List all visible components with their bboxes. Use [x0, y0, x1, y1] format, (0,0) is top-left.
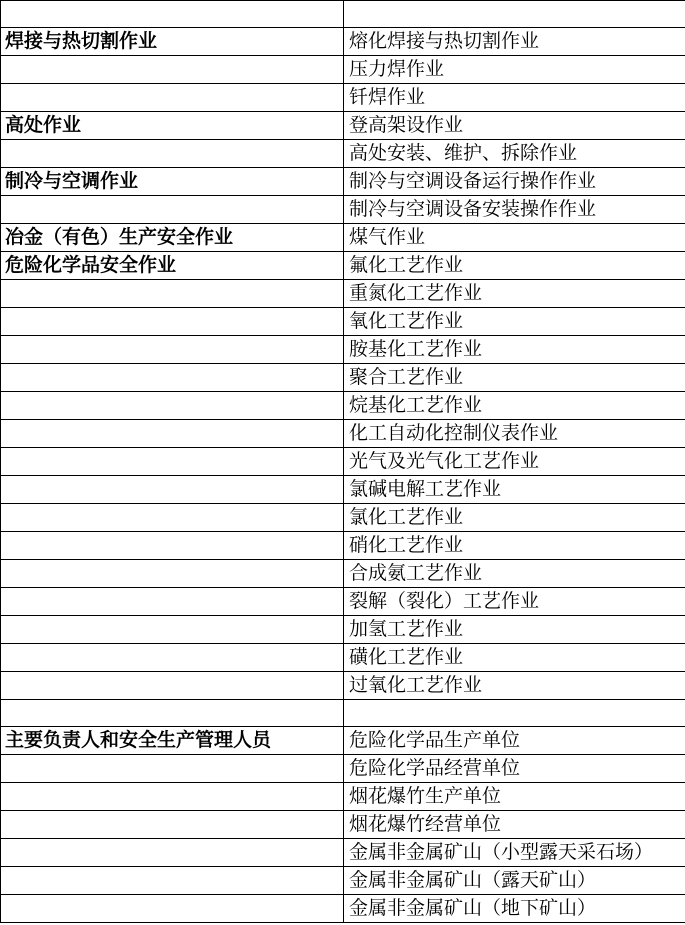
item-cell[interactable]: 氯碱电解工艺作业 — [344, 476, 685, 504]
item-cell[interactable]: 熔化焊接与热切割作业 — [344, 28, 685, 56]
item-cell[interactable]: 氯化工艺作业 — [344, 504, 685, 532]
item-cell[interactable]: 合成氨工艺作业 — [344, 560, 685, 588]
table-row — [1, 336, 685, 364]
category-cell[interactable] — [1, 811, 344, 839]
item-cell[interactable]: 压力焊作业 — [344, 56, 685, 84]
item-cell[interactable]: 制冷与空调设备安装操作作业 — [344, 196, 685, 224]
item-cell[interactable]: 烷基化工艺作业 — [344, 392, 685, 420]
category-cell[interactable] — [1, 196, 344, 224]
item-cell[interactable]: 氧化工艺作业 — [344, 308, 685, 336]
category-cell[interactable]: 冶金（有色）生产安全作业 — [1, 224, 344, 252]
item-cell[interactable]: 金属非金属矿山（露天矿山） — [344, 867, 685, 895]
item-cell[interactable]: 加氢工艺作业 — [344, 616, 685, 644]
table-row — [1, 672, 685, 700]
item-cell[interactable]: 裂解（裂化）工艺作业 — [344, 588, 685, 616]
table-row — [1, 532, 685, 560]
table-row — [1, 448, 685, 476]
item-cell[interactable]: 金属非金属矿山（地下矿山） — [344, 895, 685, 923]
item-cell[interactable]: 磺化工艺作业 — [344, 644, 685, 672]
table-row — [1, 755, 685, 783]
category-cell[interactable] — [1, 140, 344, 168]
item-cell[interactable]: 煤气作业 — [344, 224, 685, 252]
category-cell[interactable] — [1, 700, 344, 727]
table-row — [1, 252, 685, 280]
table-row — [1, 476, 685, 504]
category-cell[interactable] — [1, 839, 344, 867]
table-row — [1, 588, 685, 616]
table-row — [1, 420, 685, 448]
item-cell[interactable]: 金属非金属矿山（小型露天采石场） — [344, 839, 685, 867]
spreadsheet-body — [1, 1, 685, 923]
table-row — [1, 56, 685, 84]
item-cell[interactable]: 烟花爆竹经营单位 — [344, 811, 685, 839]
table-row — [1, 168, 685, 196]
item-cell[interactable]: 重氮化工艺作业 — [344, 280, 685, 308]
table-row — [1, 140, 685, 168]
item-cell[interactable]: 钎焊作业 — [344, 84, 685, 112]
item-cell[interactable]: 危险化学品经营单位 — [344, 755, 685, 783]
category-cell[interactable] — [1, 588, 344, 616]
item-cell[interactable]: 胺基化工艺作业 — [344, 336, 685, 364]
item-cell[interactable]: 化工自动化控制仪表作业 — [344, 420, 685, 448]
item-cell[interactable]: 危险化学品生产单位 — [344, 727, 685, 755]
table-row — [1, 644, 685, 672]
category-cell[interactable] — [1, 783, 344, 811]
item-cell[interactable]: 制冷与空调设备运行操作作业 — [344, 168, 685, 196]
item-cell[interactable] — [344, 700, 685, 727]
table-row — [1, 811, 685, 839]
table-row — [1, 727, 685, 755]
item-cell[interactable]: 过氧化工艺作业 — [344, 672, 685, 700]
item-cell[interactable]: 硝化工艺作业 — [344, 532, 685, 560]
category-cell[interactable]: 主要负责人和安全生产管理人员 — [1, 727, 344, 755]
category-cell[interactable]: 危险化学品安全作业 — [1, 252, 344, 280]
item-cell[interactable]: 高处安装、维护、拆除作业 — [344, 140, 685, 168]
item-cell[interactable]: 登高架设作业 — [344, 112, 685, 140]
table-row — [1, 839, 685, 867]
table-row — [1, 700, 685, 727]
category-cell[interactable] — [1, 560, 344, 588]
category-cell[interactable] — [1, 392, 344, 420]
table-row — [1, 504, 685, 532]
category-cell[interactable] — [1, 672, 344, 700]
table-row — [1, 112, 685, 140]
category-cell[interactable] — [1, 532, 344, 560]
table-row — [1, 196, 685, 224]
category-cell[interactable] — [1, 364, 344, 392]
item-cell[interactable]: 氟化工艺作业 — [344, 252, 685, 280]
item-cell[interactable] — [344, 1, 685, 28]
item-cell[interactable]: 光气及光气化工艺作业 — [344, 448, 685, 476]
table-row — [1, 28, 685, 56]
table-row — [1, 84, 685, 112]
category-cell[interactable] — [1, 755, 344, 783]
table-row — [1, 1, 685, 28]
category-cell[interactable] — [1, 420, 344, 448]
category-cell[interactable]: 制冷与空调作业 — [1, 168, 344, 196]
table-row — [1, 560, 685, 588]
category-cell[interactable]: 高处作业 — [1, 112, 344, 140]
category-cell[interactable] — [1, 867, 344, 895]
category-cell[interactable] — [1, 895, 344, 923]
table-row — [1, 616, 685, 644]
table-row — [1, 280, 685, 308]
category-cell[interactable] — [1, 308, 344, 336]
category-cell[interactable] — [1, 336, 344, 364]
table-row — [1, 783, 685, 811]
category-cell[interactable] — [1, 616, 344, 644]
category-cell[interactable] — [1, 56, 344, 84]
category-cell[interactable] — [1, 644, 344, 672]
table-row — [1, 392, 685, 420]
table-row — [1, 308, 685, 336]
table-row — [1, 867, 685, 895]
category-cell[interactable] — [1, 1, 344, 28]
category-cell[interactable] — [1, 84, 344, 112]
category-cell[interactable] — [1, 280, 344, 308]
table-row — [1, 224, 685, 252]
category-cell[interactable]: 焊接与热切割作业 — [1, 28, 344, 56]
item-cell[interactable]: 聚合工艺作业 — [344, 364, 685, 392]
category-cell[interactable] — [1, 476, 344, 504]
category-cell[interactable] — [1, 504, 344, 532]
table-row — [1, 364, 685, 392]
table-row — [1, 895, 685, 923]
item-cell[interactable]: 烟花爆竹生产单位 — [344, 783, 685, 811]
category-cell[interactable] — [1, 448, 344, 476]
